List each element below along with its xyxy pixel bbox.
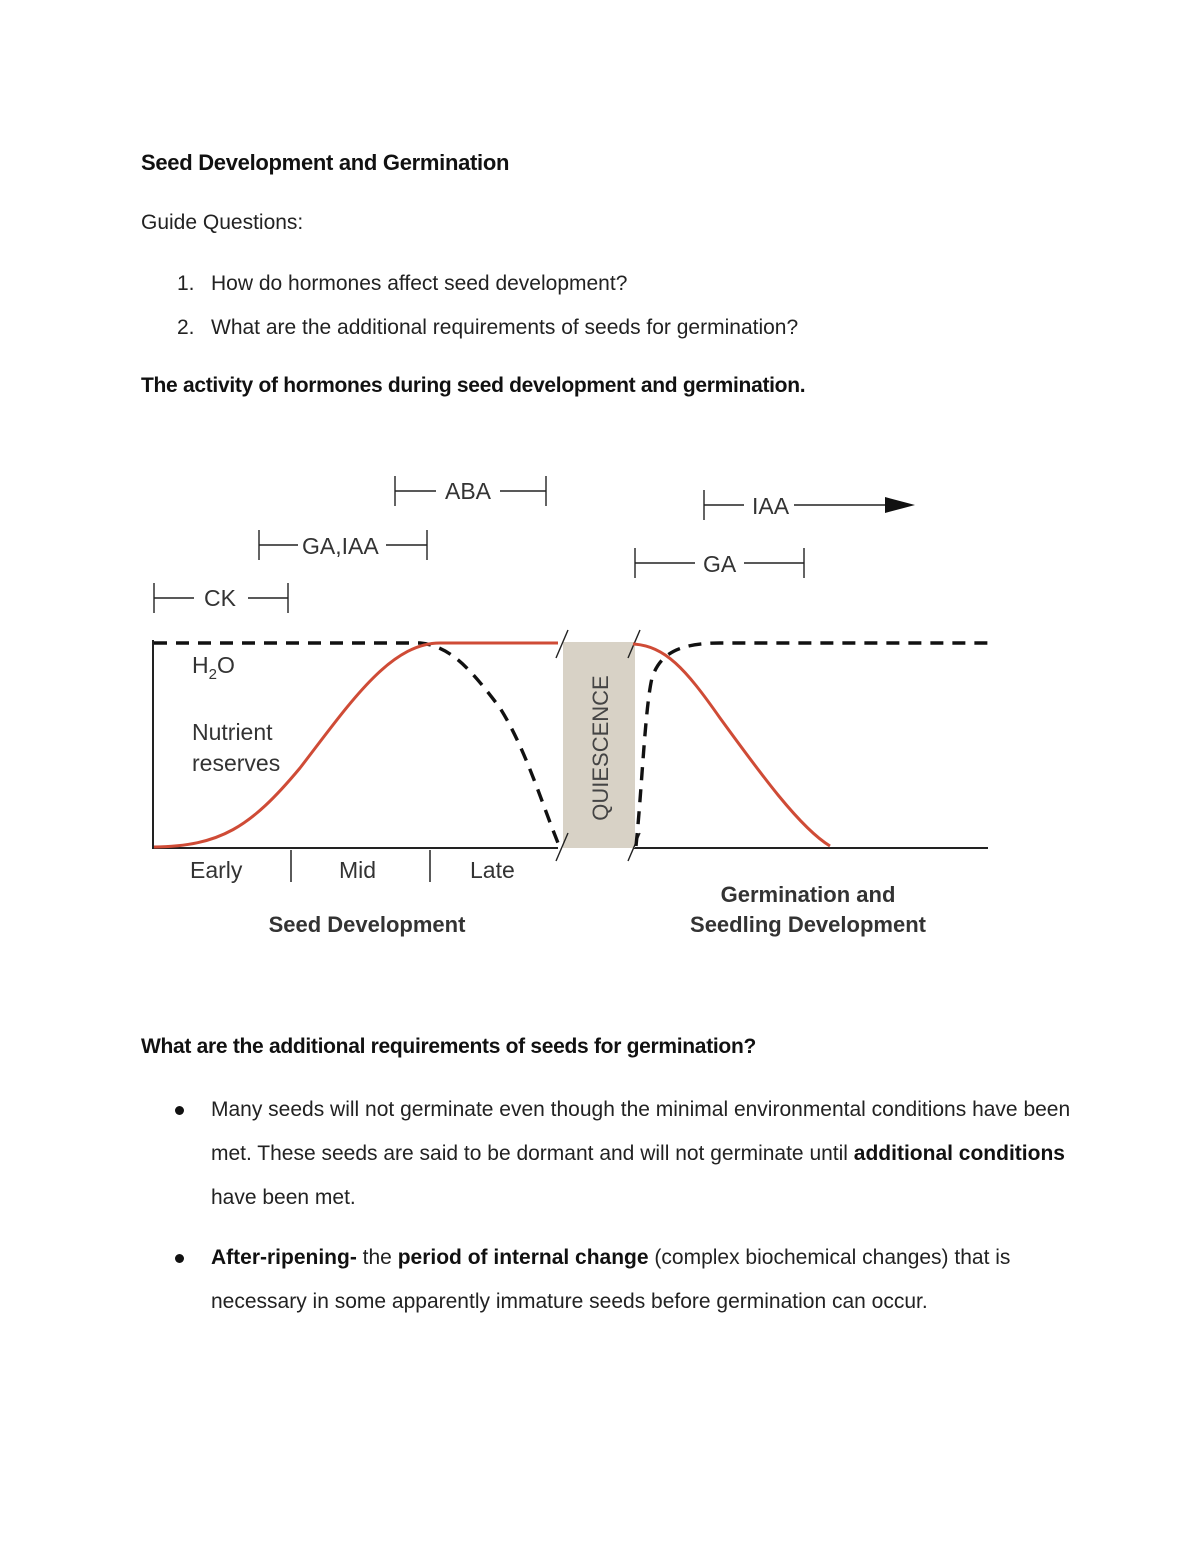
list-item (141, 1088, 1081, 1220)
iaa-label: IAA (752, 493, 790, 519)
question-text: How do hormones affect seed development? (211, 272, 628, 295)
quiescence-label: QUIESCENCE (588, 675, 613, 821)
hormone-activity-figure (140, 468, 1000, 948)
bullet-bold-term: additional conditions (853, 1142, 1065, 1165)
requirements-list (141, 1088, 1081, 1340)
bullet-text: Many seeds will not germinate even though the minimal environmental conditions have been met. These seeds are said to be dormant and will not germinate until (211, 1098, 1071, 1165)
stage-mid-label: Mid (339, 857, 377, 883)
question-number: 2. (177, 316, 195, 339)
ga-label: GA (703, 551, 737, 577)
water-content-curve-germination (636, 643, 988, 846)
seed-development-label: Seed Development (268, 912, 466, 937)
question-text: What are the additional requirements of seeds for germination? (211, 316, 799, 339)
h2o-label: $H_2O$ (192, 652, 235, 683)
list-item (141, 1236, 1081, 1324)
bullet-text: (complex biochemical changes) that is necessary in some apparently immature seeds before germination can occur. (211, 1246, 1011, 1313)
germination-label-line1: Germination and (720, 882, 896, 907)
stage-early-label: Early (190, 857, 243, 883)
aba-label: ABA (445, 478, 492, 504)
section-heading-requirements: What are the additional requirements of seeds for germination? (141, 1035, 756, 1058)
ck-label: CK (204, 585, 236, 611)
page-title: Seed Development and Germination (141, 150, 510, 175)
arrow-head-icon (885, 497, 915, 513)
stage-late-label: Late (470, 857, 515, 883)
section-heading-hormones: The activity of hormones during seed development and germination. (141, 374, 806, 397)
iaa-range-arrow (704, 490, 885, 520)
nutrient-reserves-curve-germination (633, 644, 830, 846)
bullet-icon (175, 1254, 184, 1263)
bullet-text: have been met. (211, 1186, 356, 1209)
bullet-text: the (356, 1246, 398, 1269)
bullet-bold-term: After-ripening- (211, 1246, 357, 1269)
bullet-bold-term: period of internal change (397, 1246, 649, 1269)
guide-questions-label: Guide Questions: (141, 211, 304, 234)
ga-iaa-label: GA,IAA (302, 533, 379, 559)
guide-questions-list (141, 262, 798, 350)
nutrient-label-line2: reserves (192, 750, 281, 776)
list-item (141, 306, 798, 350)
bullet-icon (175, 1106, 184, 1115)
question-number: 1. (177, 272, 195, 295)
germination-label-line2: Seedling Development (690, 912, 926, 937)
nutrient-label-line1: Nutrient (192, 719, 273, 745)
list-item (141, 262, 798, 306)
